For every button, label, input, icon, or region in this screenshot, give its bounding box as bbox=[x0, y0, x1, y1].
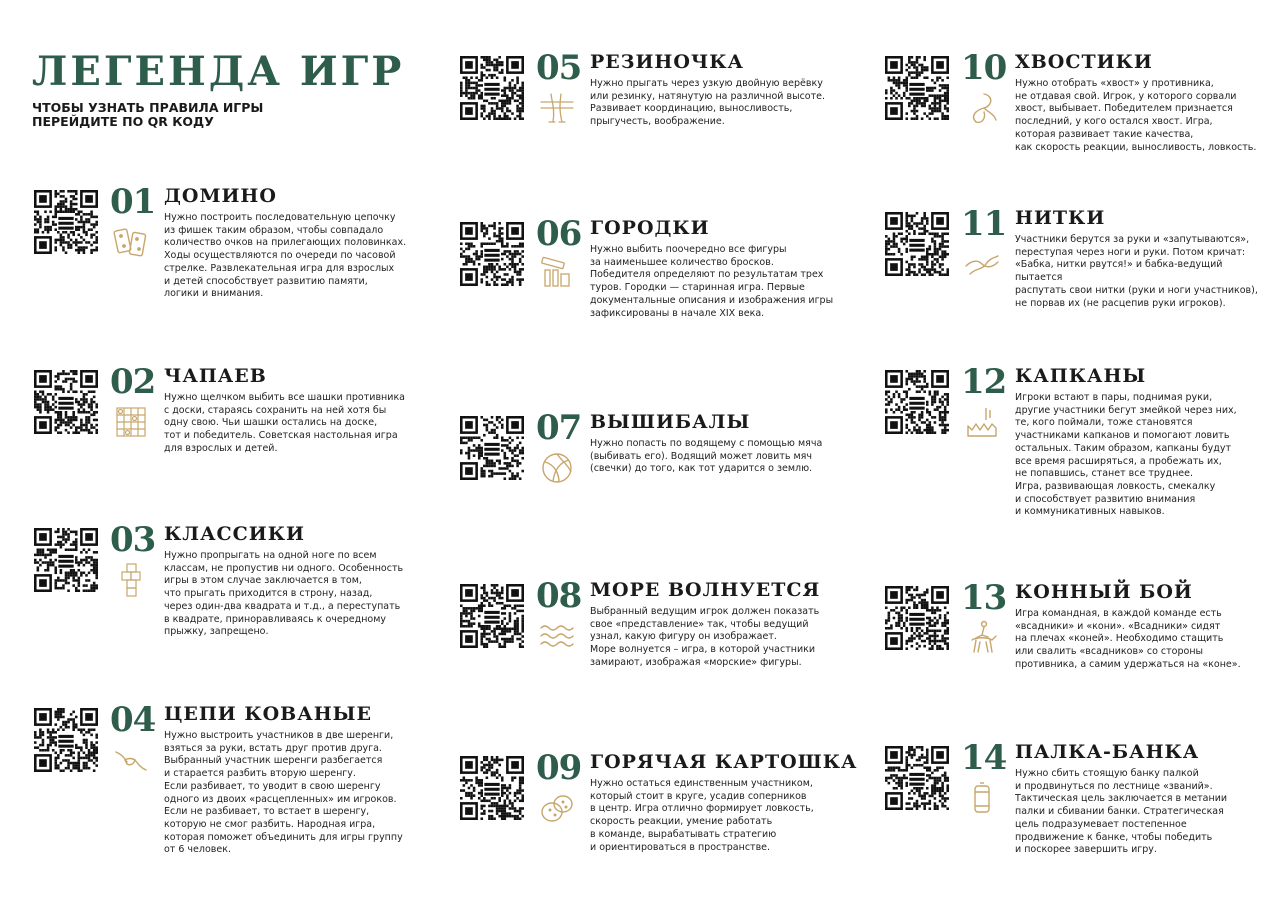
qr-code-icon[interactable] bbox=[460, 584, 524, 648]
qr-code-icon[interactable] bbox=[34, 708, 98, 772]
game-number: 05 bbox=[536, 48, 582, 88]
game-description: Нужно сбить стоящую банку палкой и продвинуться по лестнице «званий». Тактическая цель заключается в метании палки и сбивании банки. Стратегическая цель подразумевает постепенное продвижение к банке, чтобы победить и поскорее завершить игру. bbox=[1015, 768, 1228, 856]
can-icon bbox=[964, 780, 1000, 816]
qr-code-icon[interactable] bbox=[885, 56, 949, 120]
game-name: РЕЗИНОЧКА bbox=[590, 51, 745, 73]
game-number: 10 bbox=[961, 48, 1007, 88]
game-name: КОННЫЙ БОЙ bbox=[1015, 581, 1193, 603]
game-name: ДОМИНО bbox=[164, 185, 277, 207]
domino-icon bbox=[113, 224, 149, 260]
qr-code-icon[interactable] bbox=[885, 370, 949, 434]
game-description: Участники берутся за руки и «запутываются», переступая через ноги и руки. Потом кричат: «Бабка, нитки рвутся!» и бабка-ведущий пытается распутать свои нитки (руки и ноги участников), не порвав их (не расцепив руки игроков). bbox=[1015, 234, 1258, 309]
qr-code-icon[interactable] bbox=[885, 746, 949, 810]
game-number: 07 bbox=[536, 408, 582, 448]
game-name: ЦЕПИ КОВАНЫЕ bbox=[164, 703, 372, 725]
gorodki-icon bbox=[539, 256, 575, 292]
game-name: МОРЕ ВОЛНУЕТСЯ bbox=[590, 579, 821, 601]
game-number: 08 bbox=[536, 576, 582, 616]
game-name: ХВОСТИКИ bbox=[1015, 51, 1153, 73]
game-number: 13 bbox=[961, 578, 1007, 618]
game-name: ВЫШИБАЛЫ bbox=[590, 411, 751, 433]
potato-icon bbox=[539, 790, 575, 826]
game-number: 09 bbox=[536, 748, 582, 788]
game-number: 03 bbox=[110, 520, 156, 560]
game-description: Нужно построить последовательную цепочку из фишек таким образом, чтобы совпадало количество очков на прилегающих половинках. Ходы осуществляются по очереди по часовой стрелке. Развлекательная игра для взрослых и детей способствует развитию памяти, логики и внимания. bbox=[164, 212, 407, 300]
game-name: ГОРОДКИ bbox=[590, 217, 710, 239]
game-description: Нужно пропрыгать на одной ноге по всем классам, не пропустив ни одного. Особенность игры в этом случае заключается в том, что прыгать приходится в строну, назад, через один-два квадрата и т.д., а переступать в квадрате, приноравливаясь к очередному прыжку, запрещено. bbox=[164, 550, 404, 638]
game-name: КЛАССИКИ bbox=[164, 523, 305, 545]
game-description: Выбранный ведущим игрок должен показать свое «представление» так, чтобы ведущий узнал, какую фигуру он изображает. Море волнуется – игра, в которой участники замирают, изображая «морские» фигуры. bbox=[590, 606, 820, 668]
game-description: Нужно выбить поочередно все фигуры за наименьшее количество бросков. Победителя определяют по результатам трех туров. Городки — старинная игра. Первые документальные описания и изображения игры зафиксированы в начале XIX века. bbox=[590, 244, 834, 319]
tangled-hands-icon bbox=[964, 246, 1000, 282]
game-number: 11 bbox=[961, 204, 1007, 244]
ribbon-tail-icon bbox=[964, 90, 1000, 126]
elastic-jump-icon bbox=[539, 90, 575, 126]
checkers-board-icon bbox=[113, 404, 149, 440]
game-number: 14 bbox=[961, 738, 1007, 778]
ball-icon bbox=[539, 450, 575, 486]
qr-code-icon[interactable] bbox=[885, 212, 949, 276]
game-description: Нужно отобрать «хвост» у противника, не отдавая свой. Игрок, у которого сорвали хвост, выбывает. Победителем признается последний, у кого остался хвост. Игра, которая развивает такие качества, как скорость реакции, выносливость, ловкость. bbox=[1015, 78, 1257, 153]
qr-code-icon[interactable] bbox=[460, 416, 524, 480]
holding-hands-icon bbox=[113, 742, 149, 778]
subtitle-line: ЧТОБЫ УЗНАТЬ ПРАВИЛА ИГРЫ bbox=[32, 100, 264, 115]
qr-code-icon[interactable] bbox=[460, 56, 524, 120]
qr-code-icon[interactable] bbox=[34, 370, 98, 434]
game-description: Нужно попасть по водящему с помощью мяча (выбивать его). Водящий может ловить мяч (свечки) до того, как тот ударится о землю. bbox=[590, 438, 823, 475]
game-number: 01 bbox=[110, 182, 156, 222]
waves-icon bbox=[539, 618, 575, 654]
game-description: Нужно выстроить участников в две шеренги, взяться за руки, встать друг против друга. Выбранный участник шеренги разбегается и старается разбить вторую шеренгу. Если разбивает, то уводит в свою шеренгу одного из двоих «расцепленных» им игроков. Если не разбивает, то встает в шеренгу, которую не смог разбить. Народная игра, которая поможет объединить для игры группу от 6 человек. bbox=[164, 730, 403, 856]
qr-code-icon[interactable] bbox=[34, 528, 98, 592]
game-number: 02 bbox=[110, 362, 156, 402]
page-subtitle bbox=[32, 101, 332, 129]
horse-rider-icon bbox=[964, 620, 1000, 656]
qr-code-icon[interactable] bbox=[34, 190, 98, 254]
trap-icon bbox=[964, 404, 1000, 440]
page-title: ЛЕГЕНДА ИГР bbox=[32, 48, 405, 95]
game-description: Игроки встают в пары, поднимая руки, другие участники бегут змейкой через них, те, кого поймали, тоже становятся участниками капканов и помогают ловить остальных. Таким образом, капканы будут все время расширяться, а пробежать их, не попавшись, станет все труднее. Игра, развивающая ловкость, смекалку и способствует развитию внимания и коммуникативных навыков. bbox=[1015, 392, 1237, 518]
game-description: Нужно щелчком выбить все шашки противника с доски, стараясь сохранить на ней хотя бы одну свою. Чьи шашки остались на доске, тот и победитель. Советская настольная игра для взрослых и детей. bbox=[164, 392, 405, 454]
game-name: ГОРЯЧАЯ КАРТОШКА bbox=[590, 751, 858, 773]
subtitle-line: ПЕРЕЙДИТЕ ПО QR КОДУ bbox=[32, 114, 214, 129]
game-description: Игра командная, в каждой команде есть «всадники» и «кони». «Всадники» сидят на плечах «коней». Необходимо стащить или свалить «всадников» со стороны противника, а самим удержаться на «коне». bbox=[1015, 608, 1241, 670]
game-description: Нужно прыгать через узкую двойную верёвку или резинку, натянутую на различной высоте. Развивает координацию, выносливость, прыгучесть, воображение. bbox=[590, 78, 826, 128]
game-name: НИТКИ bbox=[1015, 207, 1106, 229]
game-number: 06 bbox=[536, 214, 582, 254]
game-description: Нужно остаться единственным участником, который стоит в круге, усадив соперников в центр. Игра отлично формирует ловкость, скорость реакции, умение работать в команде, вырабатывать стратегию и ориентироваться в пространстве. bbox=[590, 778, 814, 853]
game-number: 12 bbox=[961, 362, 1007, 402]
game-name: ЧАПАЕВ bbox=[164, 365, 267, 387]
game-name: КАПКАНЫ bbox=[1015, 365, 1147, 387]
game-name: ПАЛКА-БАНКА bbox=[1015, 741, 1200, 763]
qr-code-icon[interactable] bbox=[460, 756, 524, 820]
game-number: 04 bbox=[110, 700, 156, 740]
qr-code-icon[interactable] bbox=[885, 586, 949, 650]
hopscotch-icon bbox=[113, 562, 149, 598]
qr-code-icon[interactable] bbox=[460, 222, 524, 286]
